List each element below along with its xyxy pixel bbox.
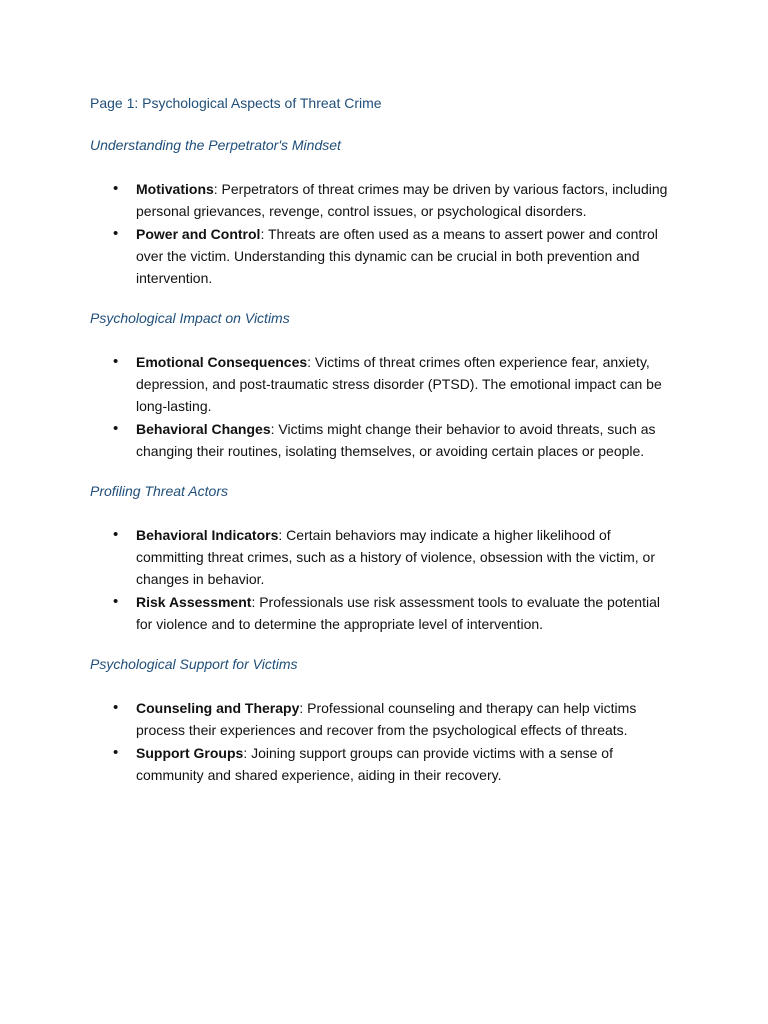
section-heading: Understanding the Perpetrator's Mindset — [90, 137, 341, 153]
section-heading: Psychological Impact on Victims — [90, 310, 290, 326]
list-item-text: : Professionals use risk assessment tools to evaluate the potential for violence and to determine the appropriate level of intervention. — [136, 594, 660, 632]
list-item-text: : Certain behaviors may indicate a higher likelihood of committing threat crimes, such as a history of violence, obsession with the victim, or changes in behavior. — [136, 527, 655, 587]
section-profiling-threat-actors — [90, 481, 680, 635]
list-item-text: : Professional counseling and therapy can help victims process their experiences and recover from the psychological effects of threats. — [136, 700, 637, 738]
bullet-list — [90, 351, 680, 462]
list-item-term: Risk Assessment — [136, 594, 252, 610]
section-support-for-victims — [90, 654, 680, 786]
list-item-term: Power and Control — [136, 226, 261, 242]
list-item — [90, 697, 680, 741]
list-item-term: Behavioral Indicators — [136, 527, 279, 543]
list-item-term: Behavioral Changes — [136, 421, 271, 437]
list-item — [90, 591, 680, 635]
list-item — [90, 351, 680, 417]
list-item — [90, 223, 680, 289]
bullet-list — [90, 697, 680, 786]
section-heading: Psychological Support for Victims — [90, 656, 298, 672]
list-item-text: : Perpetrators of threat crimes may be driven by various factors, including personal grievances, revenge, control issues, or psychological disorders. — [136, 181, 668, 219]
list-item-text: : Joining support groups can provide victims with a sense of community and shared experience, aiding in their recovery. — [136, 745, 613, 783]
list-item — [90, 418, 680, 462]
list-item — [90, 742, 680, 786]
list-item-text: : Victims might change their behavior to avoid threats, such as changing their routines, isolating themselves, or avoiding certain places or people. — [136, 421, 656, 459]
document-body — [90, 93, 680, 805]
bullet-list — [90, 524, 680, 635]
list-item — [90, 524, 680, 590]
list-item-term: Emotional Consequences — [136, 354, 308, 370]
section-perpetrator-mindset — [90, 135, 680, 289]
list-item-term: Motivations — [136, 181, 214, 197]
section-impact-on-victims — [90, 308, 680, 462]
bullet-list — [90, 178, 680, 289]
list-item — [90, 178, 680, 222]
list-item-text: : Threats are often used as a means to assert power and control over the victim. Understanding this dynamic can be crucial in both prevention and intervention. — [136, 226, 658, 286]
list-item-text: : Victims of threat crimes often experience fear, anxiety, depression, and post-traumatic stress disorder (PTSD). The emotional impact can be long-lasting. — [136, 354, 662, 414]
page-title: Page 1: Psychological Aspects of Threat Crime — [90, 95, 382, 111]
list-item-term: Counseling and Therapy — [136, 700, 300, 716]
list-item-term: Support Groups — [136, 745, 244, 761]
section-heading: Profiling Threat Actors — [90, 483, 228, 499]
